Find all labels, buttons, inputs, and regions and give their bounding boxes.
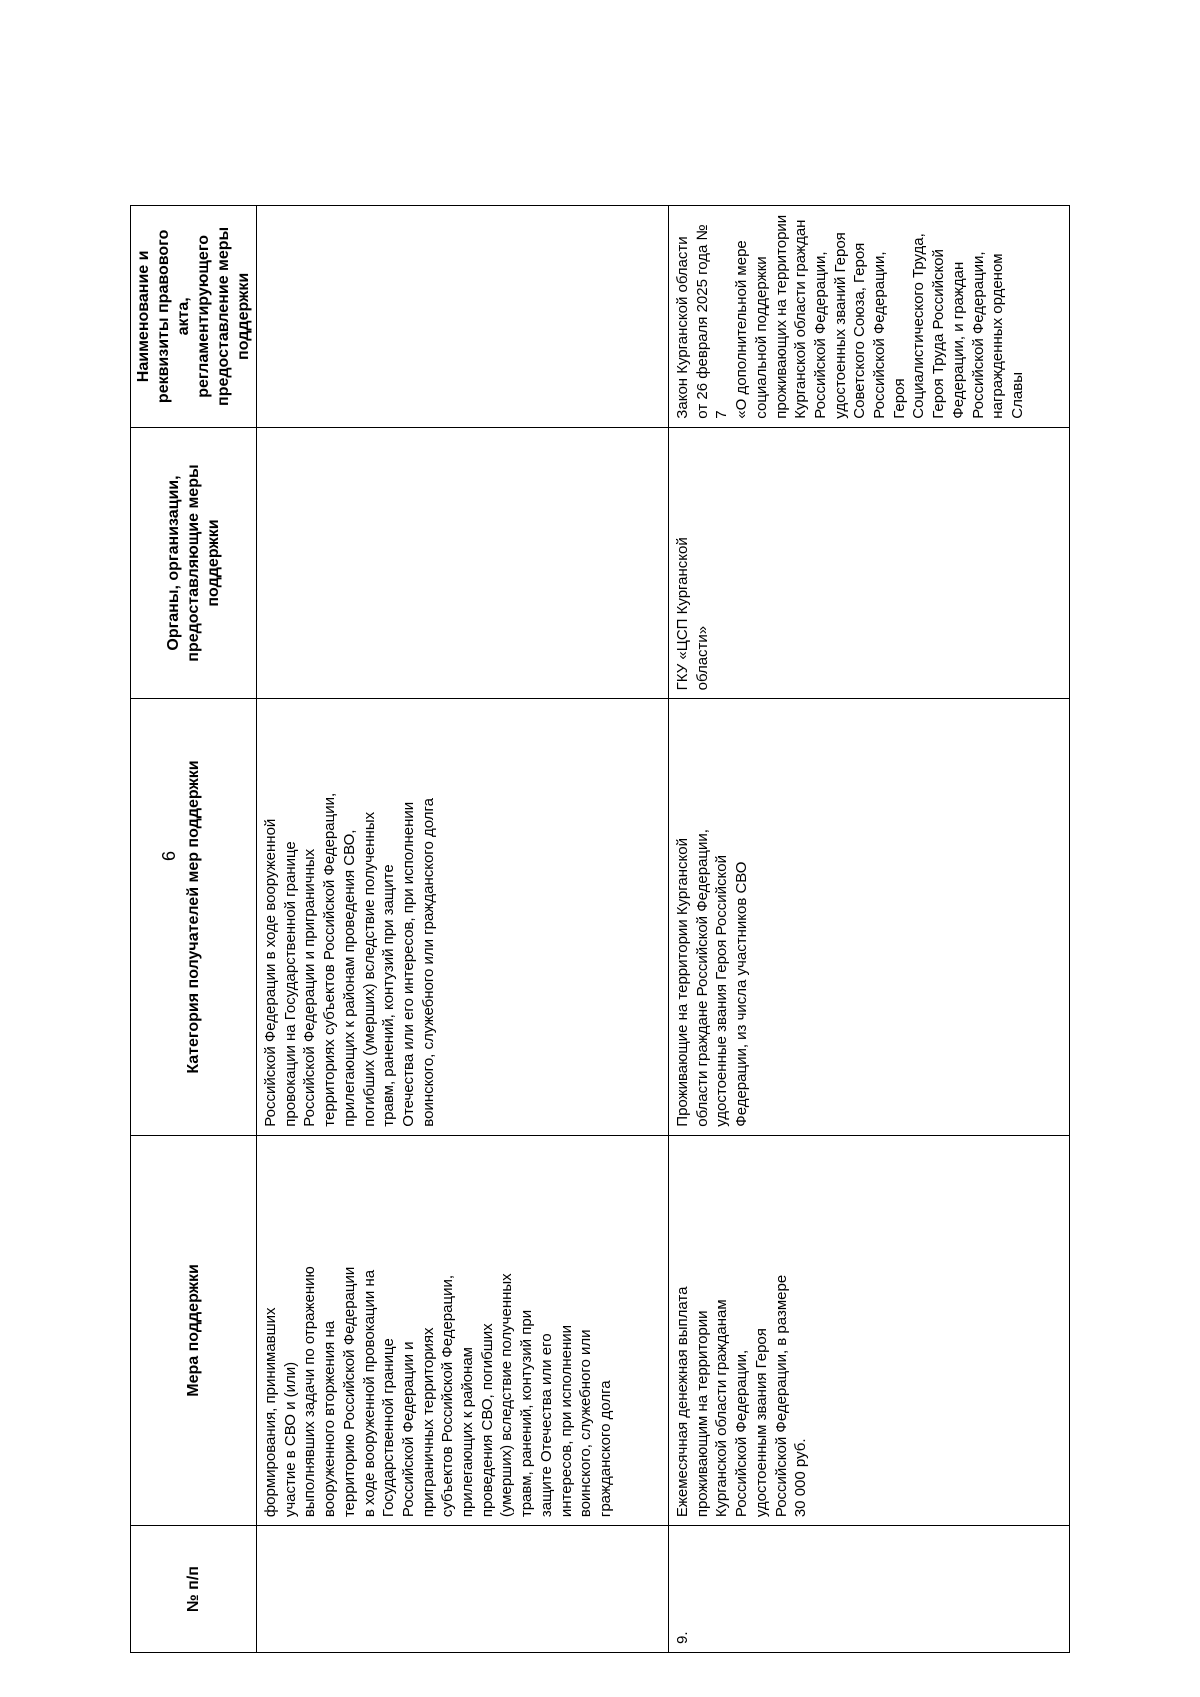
header-number: № п/п <box>131 1525 256 1652</box>
header-measure: Мера поддержки <box>131 1135 256 1525</box>
table-header-row <box>131 206 257 1652</box>
header-category: Категория получателей мер поддержки <box>131 698 256 1134</box>
cell-number <box>257 1525 668 1652</box>
cell-legal-act <box>257 206 668 427</box>
page-number: 6 <box>159 851 179 862</box>
cell-category: Российской Федерации в ходе вооруженной провокации на Государственной границе Российской Федерации и приграничных территориях субъектов Российской Федерации, прилегающих к районам проведения СВО, погибших (умерших) вследствие полученных травм, ранений, контузий при защите Отечества или его интересов, при исполнении воинского, служебного или гражданского долга <box>257 698 668 1134</box>
cell-number: 9. <box>669 1525 1069 1652</box>
header-organ: Органы, организации, предоставляющие меры поддержки <box>131 427 256 699</box>
cell-legal-act: Закон Курганской области от 26 февраля 2025 года № 7 «О дополнительной мере социальной поддержки проживающих на территории Курганской области граждан Российской Федерации, удостоенных званий Героя Советского Союза, Героя Российской Федерации, Героя Социалистического Труда, Героя Труда Российской Федерации, и граждан Российской Федерации, награжденных орденом Славы <box>674 214 1026 419</box>
cell-measure: Ежемесячная денежная выплата проживающим на территории Курганской области гражданам Российской Федерации, удостоенным звания Героя Российской Федерации, в размере 30 000 руб. <box>669 1135 1069 1525</box>
cell-organ <box>257 427 668 699</box>
cell-measure: формирования, принимавших участие в СВО и (или) выполнявших задачи по отражению вооруженного вторжения на территорию Российской Федерации в ходе вооруженной провокации на Государственной границе Российской Федерации и приграничных территориях субъектов Российской Федерации, прилегающих к районам проведения СВО, погибших (умерших) вследствие полученных травм, ранений, контузий при защите Отечества или его интересов, при исполнении воинского, служебного или гражданского долга <box>257 1135 668 1525</box>
cell-organ: ГКУ «ЦСП Курганской области» <box>669 427 1069 699</box>
header-legal-act: Наименование и реквизиты правового акта, регламентирующего предоставление меры поддержки <box>134 226 252 406</box>
support-measures-table <box>130 205 1070 1653</box>
table-row <box>669 206 1069 1652</box>
cell-category: Проживающие на территории Курганской области граждане Российской Федерации, удостоенные звания Героя Российской Федерации, из числа участников СВО <box>669 698 1069 1134</box>
table-row <box>257 206 669 1652</box>
